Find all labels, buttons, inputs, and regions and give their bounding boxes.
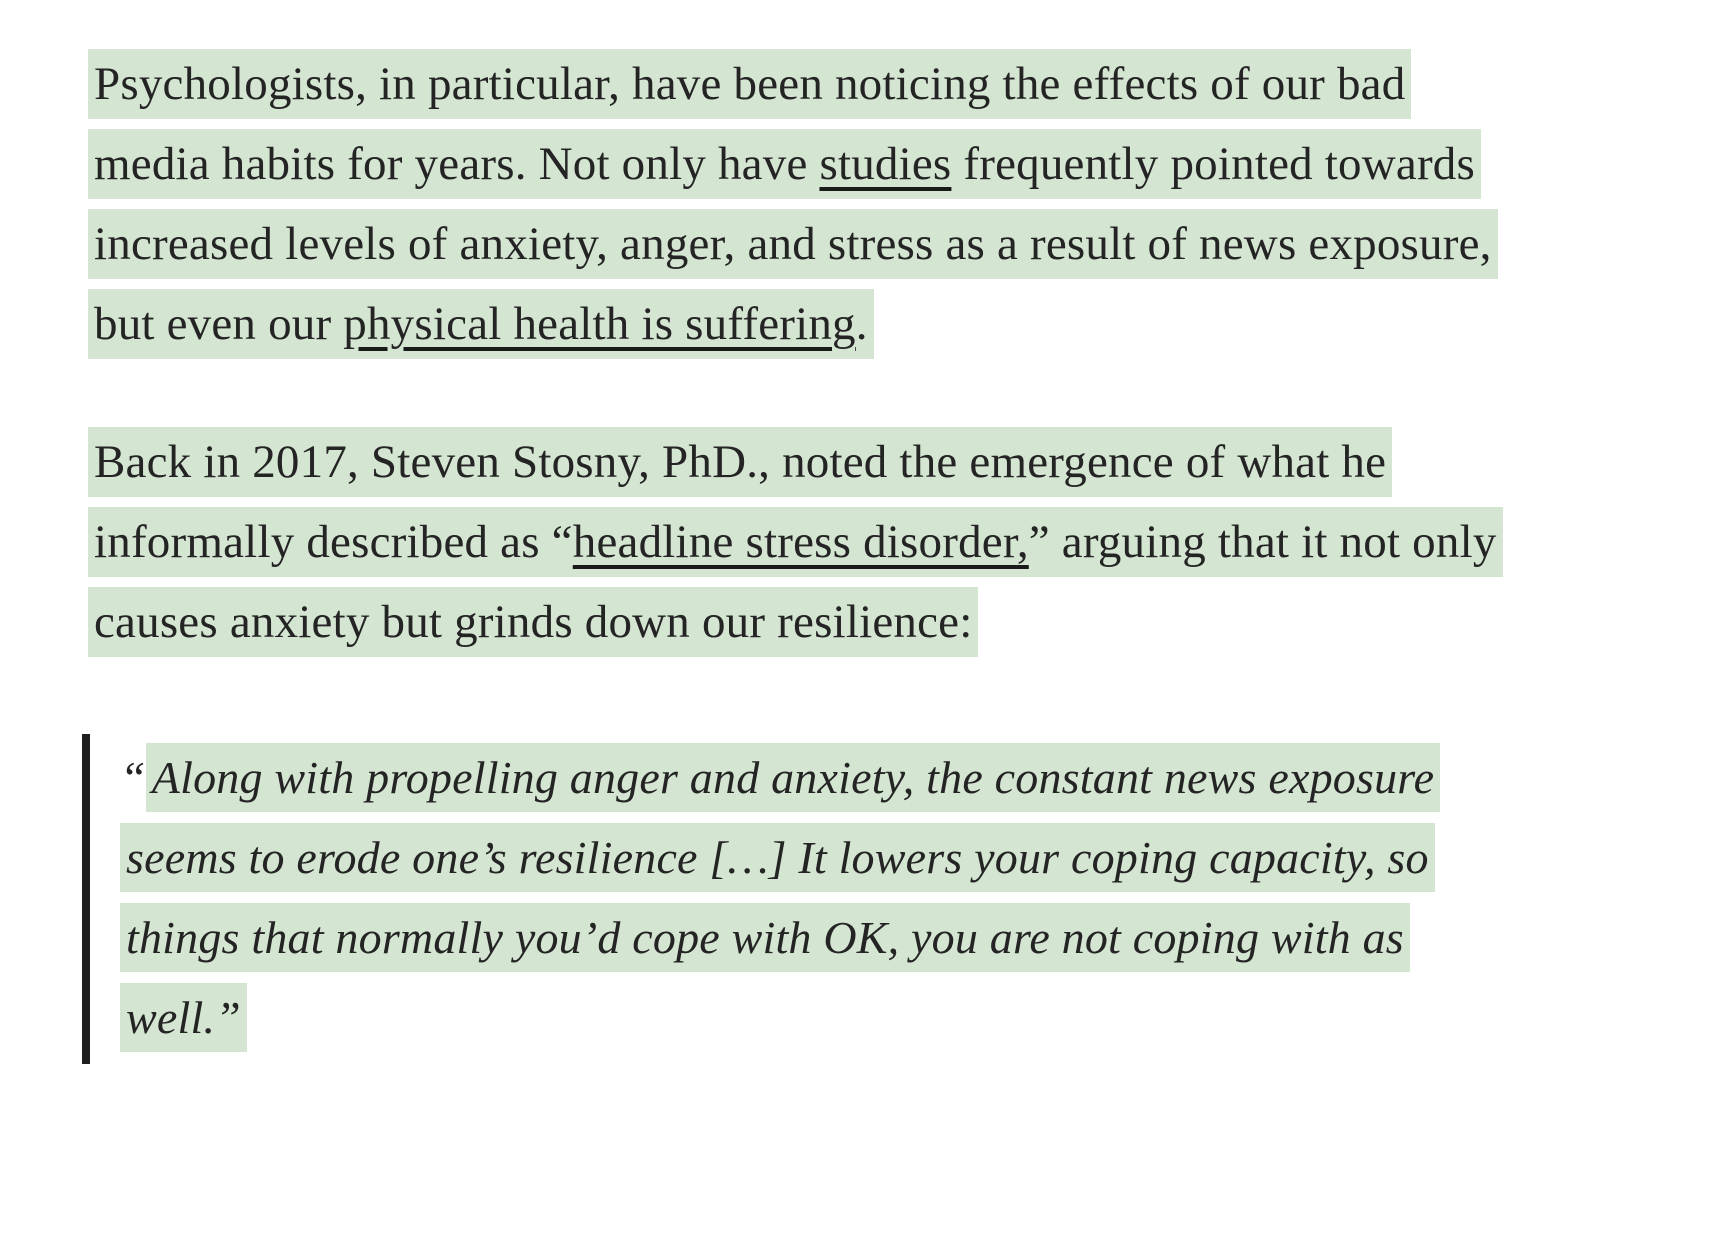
studies-link[interactable]: studies — [819, 138, 952, 190]
paragraph-media-habits — [88, 44, 1508, 364]
text-segment: Psychologists, in particular, have been noticing the effects of our bad media habits for years. Not only have — [94, 58, 1406, 190]
quote-text: Along with propelling anger and anxiety, the constant news exposure seems to erode one’s resilience […] It lowers your coping capacity, so things that normally you’d cope with OK, you are not coping with as well.” — [126, 752, 1435, 1043]
text-segment: . — [855, 298, 868, 350]
text-segment: frequently pointed towards increased levels of anxiety, anger, and stress as a result of news exposure, but even our — [94, 138, 1492, 350]
quote-open-mark: “ — [120, 752, 146, 803]
text-segment: Back in 2017, Steven Stosny, PhD., noted the emergence of what he informally described as “ — [94, 436, 1387, 568]
text-segment: ” arguing that it not only causes anxiety but grinds down our resilience: — [94, 516, 1497, 648]
highlight-mark — [88, 49, 1498, 359]
headline-stress-disorder-link[interactable]: headline stress disorder, — [572, 516, 1029, 568]
highlight-mark — [120, 743, 1440, 1052]
stosny-blockquote — [82, 734, 1482, 1064]
paragraph-headline-stress — [88, 422, 1508, 662]
highlight-mark — [88, 427, 1503, 657]
physical-health-link[interactable]: physical health is suffering — [343, 298, 856, 350]
